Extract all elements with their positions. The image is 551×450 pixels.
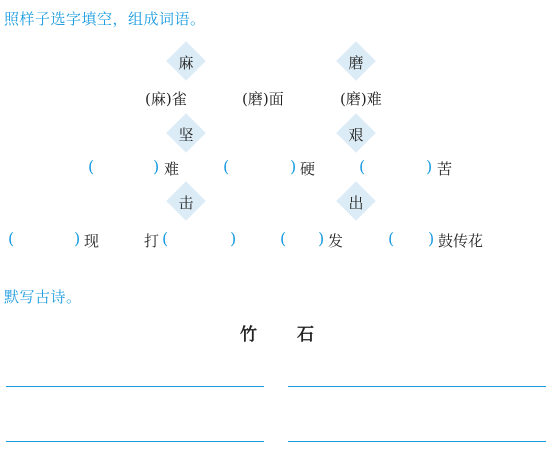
blank-6-close[interactable]: ) xyxy=(318,229,325,248)
blank-2-open[interactable]: ( xyxy=(223,157,230,176)
blank-7-open[interactable]: ( xyxy=(388,229,395,248)
blank-6-open[interactable]: ( xyxy=(280,229,287,248)
poem-title-zhu: 竹 xyxy=(240,325,257,345)
diamond-char-jian1: 坚 xyxy=(178,126,194,144)
word-tail-fa: 发 xyxy=(328,232,344,250)
word-tail-gu-chuan-hua: 鼓传花 xyxy=(438,232,484,250)
diamond-char-mo: 磨 xyxy=(348,54,364,72)
blank-1-open[interactable]: ( xyxy=(88,157,95,176)
word-tail-xian: 现 xyxy=(84,232,100,250)
example-word-3: (磨)难 xyxy=(340,90,382,108)
blank-2-close[interactable]: ) xyxy=(290,157,297,176)
blank-4-open[interactable]: ( xyxy=(8,229,15,248)
instruction-2: 默写古诗。 xyxy=(4,288,82,306)
example-word-2: (磨)面 xyxy=(242,90,284,108)
word-tail-ku: 苦 xyxy=(437,160,453,178)
blank-5-open[interactable]: ( xyxy=(162,229,169,248)
diamond-char-jian2: 艰 xyxy=(348,126,364,144)
blank-5-close[interactable]: ) xyxy=(230,229,237,248)
poem-title-shi: 石 xyxy=(297,325,314,345)
word-tail-nan: 难 xyxy=(164,160,180,178)
blank-3-close[interactable]: ) xyxy=(426,157,433,176)
blank-3-open[interactable]: ( xyxy=(359,157,366,176)
word-tail-ying: 硬 xyxy=(300,160,316,178)
diamond-char-chu: 出 xyxy=(348,194,364,212)
example-word-1: (麻)雀 xyxy=(145,90,187,108)
writing-line-4[interactable] xyxy=(288,441,546,442)
blank-7-close[interactable]: ) xyxy=(428,229,435,248)
writing-line-3[interactable] xyxy=(6,441,264,442)
blank-1-close[interactable]: ) xyxy=(153,157,160,176)
writing-line-2[interactable] xyxy=(288,386,546,387)
word-head-da: 打 xyxy=(144,232,160,250)
blank-4-close[interactable]: ) xyxy=(74,229,81,248)
writing-line-1[interactable] xyxy=(6,386,264,387)
instruction-1: 照样子选字填空，组成词语。 xyxy=(4,10,206,28)
diamond-char-ma: 麻 xyxy=(178,54,194,72)
diamond-char-ji: 击 xyxy=(178,194,194,212)
